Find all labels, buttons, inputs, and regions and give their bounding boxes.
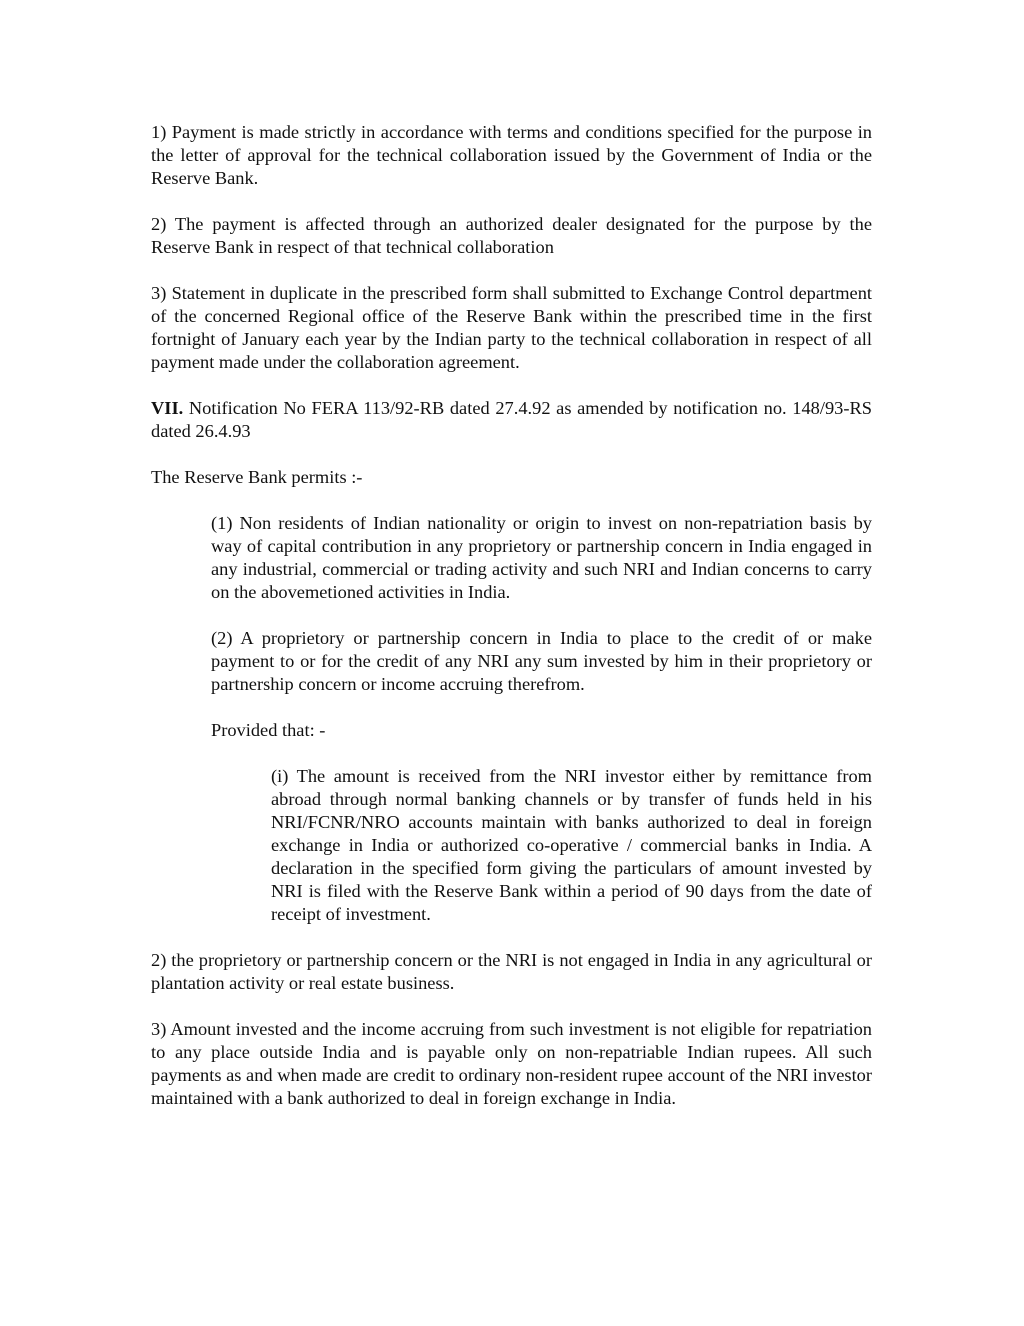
paragraph-provided-that: Provided that: - — [211, 720, 326, 740]
paragraph-condition-3: 3) Amount invested and the income accruing from such investment is not eligible for repatriation to any place outside India and is payable only on non-repatriable Indian rupees. All such payments as and when made are credit to ordinary non-resident rupee account of the NRI investor maintained with a bank authorized to deal in foreign exchange in India. — [151, 1019, 872, 1108]
paragraph-authorized-dealer: 2) The payment is affected through an authorized dealer designated for the purpose by the Reserve Bank in respect of that technical collaboration — [151, 214, 872, 257]
section-vii-text: Notification No FERA 113/92-RB dated 27.4.92 as amended by notification no. 148/93-RS dated 26.4.93 — [151, 398, 872, 441]
paragraph-permits-intro: The Reserve Bank permits :- — [151, 467, 363, 487]
section-vii-label: VII. — [151, 398, 184, 418]
section-vii-heading — [151, 397, 872, 443]
paragraph-condition-2: 2) the proprietory or partnership concern or the NRI is not engaged in India in any agricultural or plantation activity or real estate business. — [151, 950, 872, 993]
document-body — [151, 121, 872, 1133]
paragraph-permit-2: (2) A proprietory or partnership concern in India to place to the credit of or make payment to or for the credit of any NRI any sum invested by him in their proprietory or partnership concern or income accruing therefrom. — [211, 628, 872, 694]
paragraph-statement-duplicate: 3) Statement in duplicate in the prescribed form shall submitted to Exchange Control department of the concerned Regional office of the Reserve Bank within the prescribed time in the first fortnight of January each year by the Indian party to the technical collaboration in respect of all payment made under the collaboration agreement. — [151, 283, 872, 372]
paragraph-condition-i: (i) The amount is received from the NRI investor either by remittance from abroad through normal banking channels or by transfer of funds held in his NRI/FCNR/NRO accounts maintain with banks authorized to deal in foreign exchange in India or authorized co-operative / commercial banks in India. A declaration in the specified form giving the particulars of amount invested by NRI is filed with the Reserve Bank within a period of 90 days from the date of receipt of investment. — [271, 766, 872, 924]
paragraph-payment-terms: 1) Payment is made strictly in accordance with terms and conditions specified for the purpose in the letter of approval for the technical collaboration issued by the Government of India or the Reserve Bank. — [151, 122, 872, 188]
paragraph-permit-1: (1) Non residents of Indian nationality or origin to invest on non-repatriation basis by way of capital contribution in any proprietory or partnership concern in India engaged in any industrial, commercial or trading activity and such NRI and Indian concerns to carry on the abovemetioned activities in India. — [211, 513, 872, 602]
